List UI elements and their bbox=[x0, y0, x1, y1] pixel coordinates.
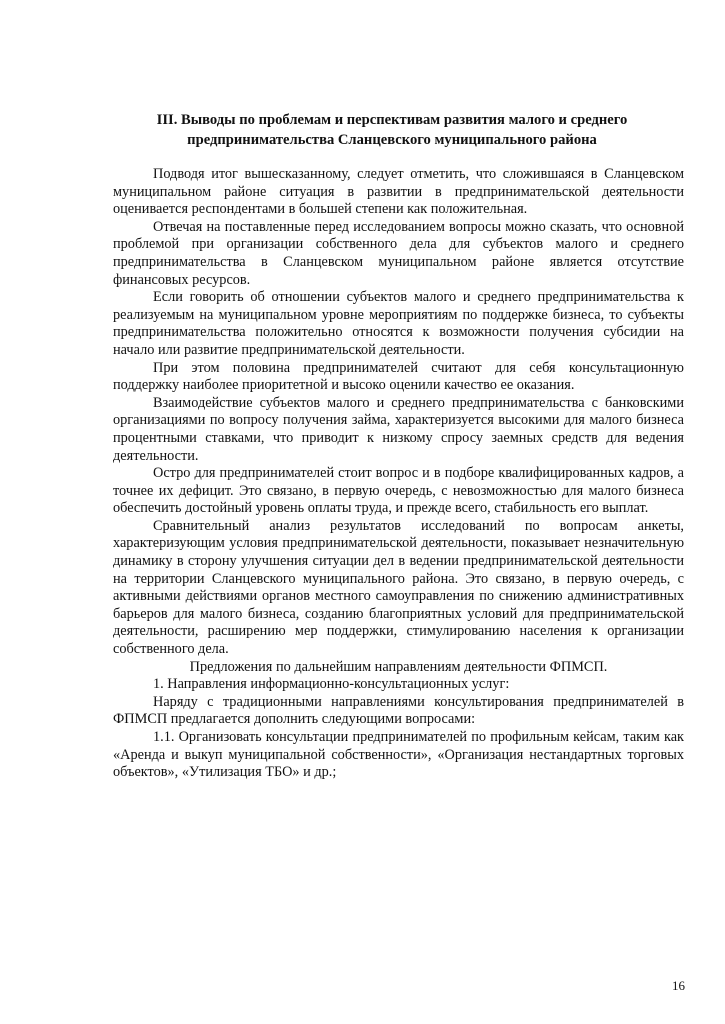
paragraph: Отвечая на поставленные перед исследованием вопросы можно сказать, что основной проблемой при организации собственного дела для субъектов малого и среднего предпринимательства в Сланцевском муниципальном районе является отсутствие финансовых ресурсов. bbox=[113, 218, 684, 288]
section-heading: III. Выводы по проблемам и перспективам развития малого и среднего предпринимательства Сланцевского муниципального района bbox=[156, 112, 628, 148]
body-text bbox=[113, 166, 684, 782]
paragraph: Остро для предпринимателей стоит вопрос и в подборе квалифицированных кадров, а точнее их дефицит. Это связано, в первую очередь, с невозможностью для малого бизнеса обеспечить достойный уровень оплаты труда, и прежде всего, стабильность его выплат. bbox=[113, 465, 684, 517]
paragraph: Подводя итог вышесказанному, следует отметить, что сложившаяся в Сланцевском муниципальном районе ситуация в развитии в предпринимательской деятельности оценивается респондентами в большей степени как положительная. bbox=[113, 166, 684, 218]
list-heading: 1. Направления информационно-консультационных услуг: bbox=[153, 676, 510, 693]
paragraph: Наряду с традиционными направлениями консультирования предпринимателей в ФПМСП предлагается дополнить следующими вопросами: bbox=[113, 693, 684, 728]
list-item: 1.1. Организовать консультации предпринимателей по профильным кейсам, таким как «Аренда и выкуп муниципальной собственности», «Организация нестандартных торговых объектов», «Утилизация ТБО» и др.; bbox=[113, 729, 684, 781]
paragraph: При этом половина предпринимателей считают для себя консультационную поддержку наиболее приоритетной и высоко оценили качество ее оказания. bbox=[113, 359, 684, 394]
proposals-heading: Предложения по дальнейшим направлениям деятельности ФПМСП. bbox=[189, 658, 608, 675]
page-number: 16 bbox=[672, 978, 685, 993]
paragraph: Сравнительный анализ результатов исследований по вопросам анкеты, характеризующим условия предпринимательской деятельности, показывает незначительную динамику в сторону улучшения ситуации дел в ведении предпринимательской деятельности на территории Сланцевского муниципального района. Это связано, в первую очередь, с активными действиями органов местного самоуправления по снижению административных барьеров для малого бизнеса, созданию благоприятных условий для предпринимательской деятельности, расширению мер поддержки, стимулированию населения к организации собственного дела. bbox=[113, 517, 684, 658]
paragraph: Взаимодействие субъектов малого и среднего предпринимательства с банковскими организациями по вопросу получения займа, характеризуется высокими для малого бизнеса процентными ставками, что приводит к низкому спросу заемных средств для ведения деятельности. bbox=[113, 394, 684, 464]
paragraph: Если говорить об отношении субъектов малого и среднего предпринимательства к реализуемым на муниципальном уровне мероприятиям по поддержке бизнеса, то субъекты предпринимательства положительно относятся к возможности получения субсидии на начало или развитие предпринимательской деятельности. bbox=[113, 289, 684, 358]
